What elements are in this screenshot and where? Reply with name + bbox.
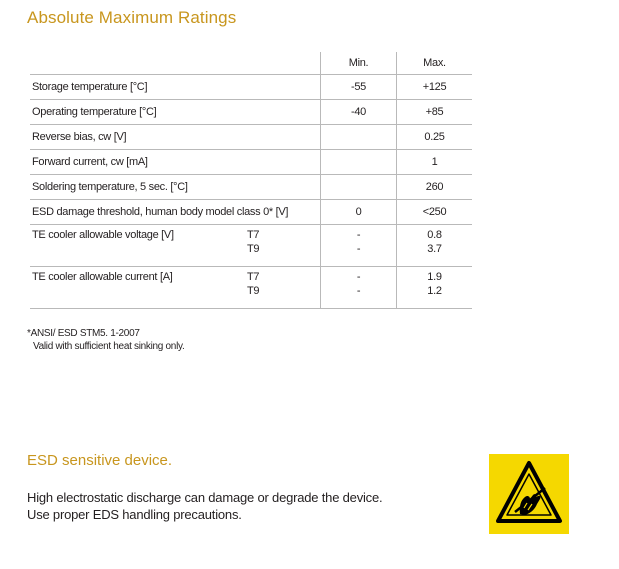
- min-cell: [321, 225, 397, 267]
- min-cell: [321, 125, 397, 150]
- variant-label: T9: [247, 285, 260, 297]
- min-cell: [321, 267, 397, 309]
- variant-cell: [247, 267, 321, 309]
- min-value: -: [356, 243, 361, 255]
- variant-cell: [247, 75, 321, 100]
- esd-warning-icon: [489, 454, 569, 534]
- header-parameter: [30, 52, 247, 75]
- table-row: [30, 225, 472, 267]
- variant-cell: [247, 150, 321, 175]
- parameter-cell: Soldering temperature, 5 sec. [°C]: [30, 175, 247, 200]
- table-row: [30, 125, 472, 150]
- min-cell: [321, 150, 397, 175]
- max-cell: [397, 225, 473, 267]
- table-row: [30, 75, 472, 100]
- min-value: -: [356, 229, 361, 241]
- parameter-cell: Reverse bias, cw [V]: [30, 125, 247, 150]
- max-cell: <250: [397, 200, 473, 225]
- min-cell: 0: [321, 200, 397, 225]
- variant-cell: [247, 125, 321, 150]
- table-row: [30, 150, 472, 175]
- max-cell: 0.25: [397, 125, 473, 150]
- header-variant: [247, 52, 321, 75]
- esd-description: [27, 489, 382, 523]
- min-cell: [321, 175, 397, 200]
- esd-title: ESD sensitive device.: [27, 452, 173, 469]
- max-value: 3.7: [427, 243, 442, 255]
- min-cell: -55: [321, 75, 397, 100]
- table-row: [30, 175, 472, 200]
- esd-line-2: Use proper EDS handling precautions.: [27, 507, 242, 522]
- table-row: [30, 267, 472, 309]
- section-title: Absolute Maximum Ratings: [27, 8, 237, 27]
- max-cell: 260: [397, 175, 473, 200]
- header-max: Max.: [397, 52, 473, 75]
- parameter-cell: ESD damage threshold, human body model class 0* [V]: [30, 200, 321, 225]
- max-value: 0.8: [427, 229, 442, 241]
- variant-cell: [247, 100, 321, 125]
- max-cell: +125: [397, 75, 473, 100]
- variant-label: T7: [247, 229, 260, 241]
- parameter-cell: TE cooler allowable voltage [V]: [30, 225, 247, 267]
- header-min: Min.: [321, 52, 397, 75]
- max-cell: +85: [397, 100, 473, 125]
- variant-cell: [247, 175, 321, 200]
- max-cell: [397, 267, 473, 309]
- min-value: -: [356, 271, 361, 283]
- variant-label: T9: [247, 243, 260, 255]
- table-header-row: [30, 52, 472, 75]
- max-value: 1.9: [427, 271, 442, 283]
- max-cell: 1: [397, 150, 473, 175]
- table-row: [30, 200, 472, 225]
- footnote-heat-sink: Valid with sufficient heat sinking only.: [33, 341, 185, 352]
- footnote-standard: *ANSI/ ESD STM5. 1-2007: [27, 328, 140, 339]
- parameter-cell: Operating temperature [°C]: [30, 100, 247, 125]
- table-row: [30, 100, 472, 125]
- parameter-cell: Forward current, cw [mA]: [30, 150, 247, 175]
- variant-cell: [247, 225, 321, 267]
- variant-label: T7: [247, 271, 260, 283]
- max-value: 1.2: [427, 285, 442, 297]
- esd-line-1: High electrostatic discharge can damage or degrade the device.: [27, 490, 383, 505]
- parameter-cell: TE cooler allowable current [A]: [30, 267, 247, 309]
- footnote: [27, 327, 184, 353]
- min-value: -: [356, 285, 361, 297]
- parameter-cell: Storage temperature [°C]: [30, 75, 247, 100]
- min-cell: -40: [321, 100, 397, 125]
- ratings-table: [30, 52, 472, 309]
